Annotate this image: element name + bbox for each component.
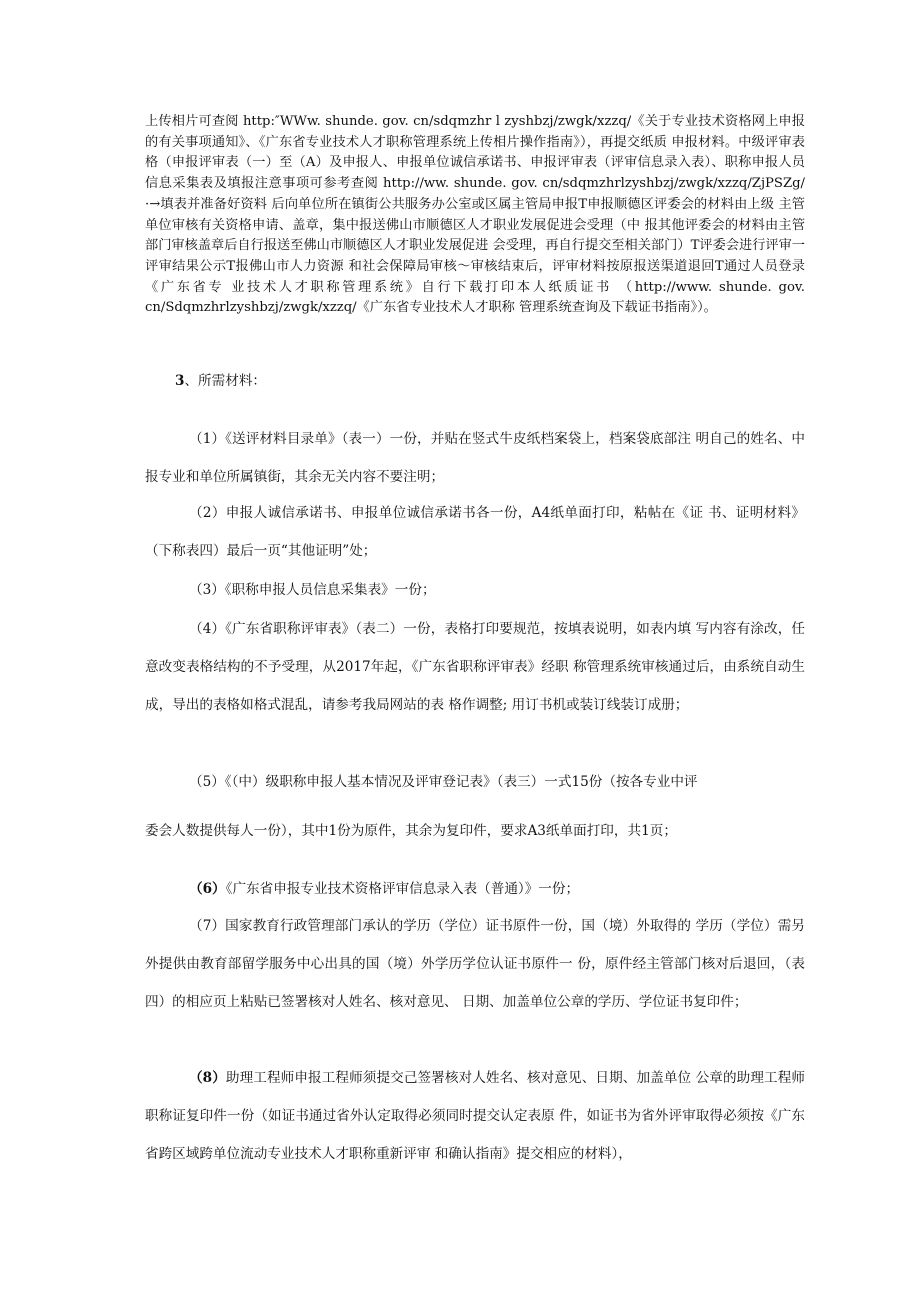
item-3: （3）《职称申报人员信息采集表》一份； <box>189 582 436 598</box>
item-5-continuation: 委会人数提供每人一份），其中1份为原件，其余为复印件，要求A3纸单面打印，共1页； <box>145 823 677 839</box>
item-2: （2）申报人诚信承诺书、申报单位诚信承诺书各一份，A4纸单面打印，粘帖在《证 书、证明材料》（下称表四）最后一页“其他证明”处； <box>145 505 805 559</box>
item-5: （5）《（中）级职称申报人基本情况及评审登记表》（表三）一式15份（按各专业中评 <box>189 774 698 790</box>
section-title: 、所需材料： <box>184 373 267 389</box>
item-4: （4）《广东省职称评审表》（表二）一份，表格打印要规范，按填表说明，如表内填 写内容有涂改，任意改变表格结构的不予受理，从2017年起，《广东省职称评审表》经职 称管理系统审核通过后，由系统自动生成，导出的表格如格式混乱，请参考我局网站的表 格作调整; 用订书机或装订线装订成册； <box>145 621 805 713</box>
section-heading <box>175 369 266 389</box>
intro-paragraph: 上传相片可查阅 http:″WWw. shunde. gov. cn/sdqmzhr l zyshbzj/zwgk/xzzq/《关于专业技术资格网上申报 的有关事项通知》、《广东省专业技术人才职称管理系统上传相片操作指南》），再提交纸质 申报材料。中级评审表格（申报评审表（一）至（A）及申报人、申报单位诚信承诺书、申报评审表（评审信息录入表）、职称申报人员信息采集表及填报注意事项可参考查阅 http://ww. shunde. gov. cn/sdqmzhrlzyshbzj/zwgk/xzzq/ZjPSZg/·→填表并准备好资料 后向单位所在镇街公共服务办公室或区属主管局申报T申报顺德区评委会的材料由上级 主管单位审核有关资格申请、盖章，集中报送佛山市顺德区人才职业发展促进会受理（中 报其他评委会的材料由主管部门审核盖章后自行报送至佛山市顺德区人才职业发展促进 会受理，再自行提交至相关部门）T评委会进行评审一评审结果公示T报佛山市人力资源 和社会保障局审核～审核结束后，评审材料按原报送渠道退回T通过人员登录《广东省专 业技术人才职称管理系统》自行下载打印本人纸质证书 （http://www. shunde. gov. cn/Sdqmzhrlzyshbzj/zwgk/xzzq/《广东省专业技术人才职称 管理系统查询及下载证书指南》）。 <box>145 114 805 316</box>
item-7: （7）国家教育行政管理部门承认的学历（学位）证书原件一份，国（境）外取得的 学历（学位）需另外提供由教育部留学服务中心出具的国（境）外学历学位认证书原件一 份，原件经主管部门核对后退回，（表四）的相应页上粘贴已签署核对人姓名、核对意见、 日期、加盖单位公章的学历、学位证书复印件； <box>145 918 805 1010</box>
item-8-text: 助理工程师申报工程师须提交己签署核对人姓名、核对意见、日期、加盖单位 公章的助理工程师职称证复印件一份（如证书通过省外认定取得必须同时提交认定表原 件，如证书为省外评审取得必须按《广东省跨区域跨单位流动专业技术人才职称重新评审 和确认指南》提交相应的材料）， <box>145 1070 805 1162</box>
item-8-number: （8） <box>189 1070 226 1086</box>
item-1: （1）《送评材料目录单》（表一）一份，并贴在竖式牛皮纸档案袋上，档案袋底部注 明自己的姓名、中报专业和单位所属镇街，其余无关内容不要注明； <box>145 431 805 485</box>
section-number: 3 <box>175 373 185 389</box>
item-6-text: 《广东省申报专业技术资格评审信息录入表（普通）》一份； <box>225 881 580 897</box>
item-8 <box>145 1059 805 1173</box>
item-6-number: （6） <box>189 881 226 897</box>
item-6 <box>145 870 805 908</box>
